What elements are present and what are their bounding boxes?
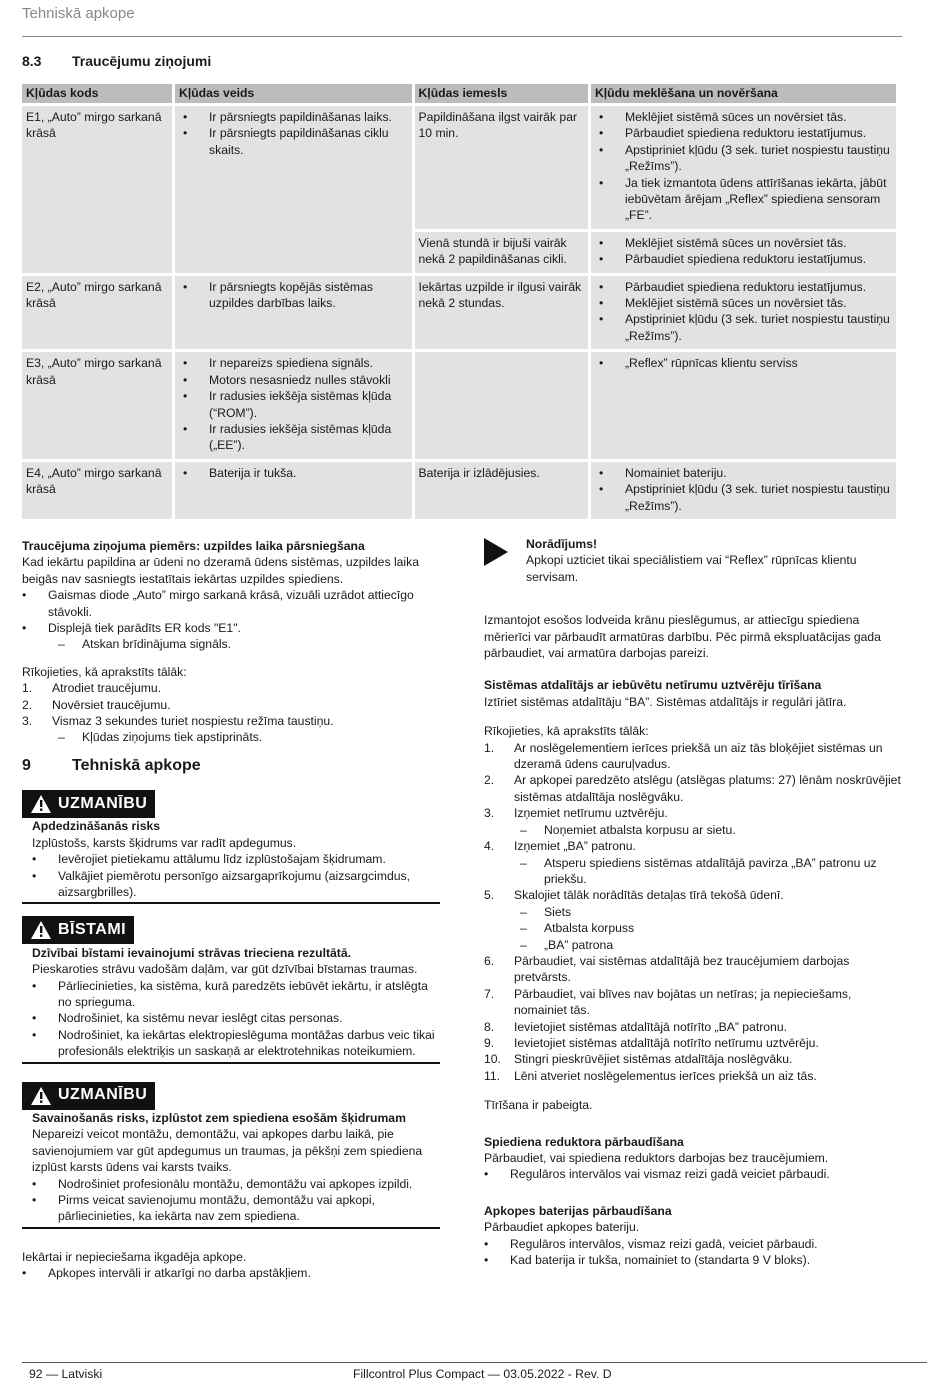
warning-label: [22, 790, 155, 818]
list-item: • Pirms veicat savienojumu montāžu, demontāžu vai apkopi, pārliecinieties, ka iekārta nav zem spiediena.: [28, 1192, 440, 1225]
warning-text: Nepareizi veicot montāžu, demontāžu, vai apkopes darbu laikā, pie savienojumiem var gūt apdegumus un traumas, ja pēkšņi zem spiediena izplūst karsts ūdens vai karsts tvaiks.: [32, 1127, 423, 1175]
dash-item: – Siets: [484, 904, 902, 920]
dash-item: – Noņemiet atbalsta korpusu ar sietu.: [484, 822, 902, 838]
list-item: • Pārliecinieties, ka sistēma, kurā paredzēts iebūvēt iekārtu, ir atslēgta no sprieguma.: [28, 978, 440, 1011]
list-item: • Apstipriniet kļūdu (3 sek. turiet nospiestu taustiņu „Režīms”).: [595, 311, 892, 344]
error-fix: [591, 462, 896, 519]
error-cause: [415, 352, 588, 458]
list-item: 7. Pārbaudiet, vai blīves nav bojātas un netīras; ja nepieciešams, nomainiet tās.: [484, 986, 852, 1018]
warning-block: [22, 1082, 440, 1229]
table-header: Kļūdas kods: [22, 84, 172, 103]
error-code: E2, „Auto” mirgo sarkanā krāsā: [22, 276, 172, 350]
warning-label-text: UZMANĪBU: [58, 1086, 148, 1104]
table-row: [22, 352, 896, 458]
list-item: • Pārbaudiet spiediena reduktoru iestatījumus.: [595, 279, 892, 295]
step-text: Ievietojiet sistēmas atdalītājā notīrīto „BA” patronu.: [514, 1019, 787, 1034]
warning-block: [22, 790, 440, 904]
error-type: [175, 462, 411, 519]
warning-label: [22, 1082, 155, 1110]
step-text: Vismaz 3 sekundes turiet nospiestu režīma taustiņu.: [52, 714, 334, 729]
section-title: Tehniskā apkope: [72, 756, 201, 774]
list-item: 5. Skalojiet tālāk norādītās detaļas tīrā tekošā ūdenī.: [484, 888, 784, 903]
step-text: Lēni atveriet noslēgelementus ierīces priekšā un aiz tās.: [514, 1068, 817, 1083]
step-text: Novērsiet traucējumu.: [52, 697, 171, 712]
list-item: • Ir radusies iekšēja sistēmas kļūda („EE”).: [179, 421, 407, 454]
section-title: Traucējumu ziņojumi: [72, 53, 212, 69]
clean-title: Sistēmas atdalītājs ar iebūvētu netīrumu uztvērēju tīrīšana: [484, 678, 822, 693]
proceed-text: Rīkojieties, kā aprakstīts tālāk:: [22, 664, 187, 679]
list-item: 4. Izņemiet „BA” patronu.: [484, 839, 636, 854]
list-item: • Nodrošiniet, ka iekārtas elektropieslēguma montāžas darbus veic tikai profesionāls elektriķis un saskaņā ar elektrotehnikas noteikumiem.: [28, 1027, 440, 1060]
table-row: [22, 462, 896, 519]
list-item: 2. Ar apkopei paredzēto atslēgu (atslēgas platums: 27) lēnām noskrūvējiet sistēmas atdalītāja noslēgvāku.: [484, 773, 901, 804]
header-divider: [22, 36, 902, 37]
warning-title: Apdedzināšanās risks: [32, 819, 161, 834]
dash-item: – Atsperu spiediens sistēmas atdalītājā pavirza „BA” patronu uz priekšu.: [484, 855, 902, 888]
dash-item: – „BA” patrona: [484, 937, 902, 953]
dash-item: – Atbalsta korpuss: [484, 920, 902, 936]
example-title: Traucējuma ziņojuma piemērs: uzpildes laika pārsniegšana: [22, 539, 365, 553]
section-heading-8-3: [22, 53, 212, 69]
list-item: [22, 713, 440, 729]
note-block: [484, 536, 902, 585]
list-item: 11. Lēni atveriet noslēgelementus ierīces priekšā un aiz tās.: [484, 1068, 817, 1083]
list-item: • Motors nesasniedz nulles stāvokli: [179, 372, 407, 388]
list-item: • Ir pārsniegts papildināšanas ciklu skaits.: [179, 125, 407, 158]
table-row: [22, 276, 896, 350]
list-item: 6. Pārbaudiet, vai sistēmas atdalītājā bez traucējumiem darbojas pretvārsts.: [484, 953, 850, 985]
list-item: • Regulāros intervālos vai vismaz reizi gadā veiciet pārbaudi.: [480, 1166, 902, 1182]
table-header: Kļūdas iemesls: [415, 84, 588, 103]
clean-text: Iztīriet sistēmas atdalītāju “BA”. Sistēmas atdalītājs ir regulāri jātīra.: [484, 694, 847, 709]
valves-text: Izmantojot esošos lodveida krānu pieslēgumus, ar attiecīgu spiediena mērierīci var pārbaudīt armatūras darbību. Pēc pirmā ekspluatācijas gada pārbaudiet, vai armatūra darbojas pareizi.: [484, 613, 881, 661]
warning-icon: [30, 1086, 52, 1106]
table-header-row: [22, 84, 896, 103]
step-text: Skalojiet tālāk norādītās detaļas tīrā tekošā ūdenī.: [514, 888, 784, 903]
step-text: Pārbaudiet, vai sistēmas atdalītājā bez traucējumiem darbojas pretvārsts.: [514, 953, 850, 985]
warning-text: Izplūstošs, karsts šķidrums var radīt apdegumus.: [32, 835, 297, 850]
list-item: • Apkopes intervāli ir atkarīgi no darba apstākļiem.: [18, 1265, 440, 1281]
page-header: Tehniskā apkope: [22, 5, 135, 22]
danger-block: [22, 916, 440, 1063]
step-text: Izņemiet „BA” patronu.: [514, 839, 636, 854]
section-number: 9: [22, 756, 31, 774]
list-item: • „Reflex” rūpnīcas klientu serviss: [595, 355, 892, 371]
list-item: • Ievērojiet pietiekamu attālumu līdz izplūstošajam šķidrumam.: [28, 851, 440, 867]
step-number: 3.: [22, 714, 33, 729]
list-item: • Valkājiet piemērotu personīgo aizsargaprīkojumu (aizsargcimdus, aizsargbrilles).: [28, 868, 440, 901]
step-text: Ar apkopei paredzēto atslēgu (atslēgas platums: 27) lēnām noskrūvējiet sistēmas atdalītāja noslēgvāku.: [514, 773, 901, 804]
step-text: Stingri pieskrūvējiet sistēmas atdalītāja noslēgvāku.: [514, 1052, 793, 1067]
section-heading-9: [22, 758, 440, 778]
error-fix: [591, 276, 896, 350]
error-fix: [591, 352, 896, 458]
warning-title: Savainošanās risks, izplūstot zem spiediena esošām šķidrumam: [32, 1110, 406, 1125]
error-cause: Iekārtas uzpilde ir ilgusi vairāk nekā 2 stundas.: [415, 276, 588, 350]
error-cause: Baterija ir izlādējusies.: [415, 462, 588, 519]
warning-text: Pieskaroties strāvu vadošām daļām, var gūt dzīvībai bīstamas traumas.: [32, 962, 418, 977]
list-item: • Ja tiek izmantota ūdens attīrīšanas iekārta, jābūt iebūvētam ārējam „Reflex” spiediena sensoram „FE”.: [595, 175, 892, 224]
left-column: [22, 538, 440, 1282]
list-item: • Nomainiet bateriju.: [595, 465, 892, 481]
reducer-title: Spiediena reduktora pārbaudīšana: [484, 1134, 684, 1149]
danger-label: [22, 916, 134, 944]
error-cause: Vienā stundā ir bijuši vairāk nekā 2 papildināšanas cikli.: [415, 232, 588, 273]
list-item: • Meklējiet sistēmā sūces un novērsiet tās.: [595, 295, 892, 311]
error-type: [175, 106, 411, 273]
dash-item: – Kļūdas ziņojums tiek apstiprināts.: [22, 729, 440, 745]
error-code: E1, „Auto” mirgo sarkanā krāsā: [22, 106, 172, 273]
list-item: • Nodrošiniet, ka sistēmu nevar ieslēgt citas personas.: [28, 1010, 440, 1026]
footer-doc: Fillcontrol Plus Compact — 03.05.2022 - Rev. D: [353, 1367, 612, 1381]
list-item: • Nodrošiniet profesionālu montāžu, demontāžu vai apkopes izpildi.: [28, 1176, 440, 1192]
list-item: • Pārbaudiet spiediena reduktoru iestatījumus.: [595, 251, 892, 267]
step-text: Ar noslēgelementiem ierīces priekšā un aiz tās bloķējiet sistēmas un dzeramā ūdens cauruļvadus.: [514, 740, 883, 772]
footer-page: 92 — Latviski: [29, 1367, 103, 1381]
list-item: 8. Ievietojiet sistēmas atdalītājā notīrīto „BA” patronu.: [484, 1019, 787, 1034]
done-text: Tīrīšana ir pabeigta.: [484, 1098, 593, 1113]
list-item: • Apstipriniet kļūdu (3 sek. turiet nospiestu taustiņu „Režīms”).: [595, 142, 892, 175]
warning-title: Dzīvībai bīstami ievainojumi strāvas trieciena rezultātā.: [32, 945, 352, 960]
list-item: • Gaismas diode „Auto” mirgo sarkanā krāsā, vizuāli uzrādot attiecīgo stāvokli.: [18, 587, 440, 620]
section-number: 8.3: [22, 53, 42, 69]
proceed-text: Rīkojieties, kā aprakstīts tālāk:: [484, 724, 649, 739]
error-fix: [591, 232, 896, 273]
warning-icon: [30, 794, 52, 814]
note-title: Norādījums!: [526, 537, 598, 551]
list-item: 3. Izņemiet netīrumu uztvērēju.: [484, 806, 668, 821]
list-item: • Ir pārsniegts kopējās sistēmas uzpildes darbības laiks.: [179, 279, 407, 312]
list-item: • Kad baterija ir tukša, nomainiet to (standarta 9 V bloks).: [480, 1252, 902, 1268]
reducer-text: Pārbaudiet, vai spiediena reduktors darbojas bez traucējumiem.: [484, 1151, 829, 1165]
list-item: • Apstipriniet kļūdu (3 sek. turiet nospiestu taustiņu „Režīms”).: [595, 481, 892, 514]
battery-title: Apkopes baterijas pārbaudīšana: [484, 1203, 672, 1218]
list-item: 10. Stingri pieskrūvējiet sistēmas atdalītāja noslēgvāku.: [484, 1052, 793, 1067]
table-row: [22, 106, 896, 229]
list-item: • Ir radusies iekšēja sistēmas kļūda (“ROM”).: [179, 388, 407, 421]
list-item: • Baterija ir tukša.: [179, 465, 407, 481]
footer-divider: [22, 1362, 927, 1363]
step-text: Izņemiet netīrumu uztvērēju.: [514, 806, 668, 821]
warning-icon: [30, 920, 52, 940]
note-text: Apkopi uzticiet tikai speciālistiem vai “Reflex” rūpnīcas klientu servisam.: [526, 553, 857, 584]
warning-label-text: UZMANĪBU: [58, 794, 148, 812]
list-item: • Meklējiet sistēmā sūces un novērsiet tās.: [595, 235, 892, 251]
step-text: Ievietojiet sistēmas atdalītājā notīrīto netīrumu uztvērēju.: [514, 1035, 819, 1050]
step-text: Pārbaudiet, vai blīves nav bojātas un netīras; ja nepieciešams, nomainiet tās.: [514, 986, 852, 1018]
table-header: Kļūdas veids: [175, 84, 411, 103]
error-table: [19, 81, 899, 522]
error-type: [175, 276, 411, 350]
error-type: [175, 352, 411, 458]
right-column: [484, 536, 902, 1268]
table-header: Kļūdu meklēšana un novēršana: [591, 84, 896, 103]
error-code: E4, „Auto” mirgo sarkanā krāsā: [22, 462, 172, 519]
step-text: Atrodiet traucējumu.: [52, 681, 162, 696]
error-fix: [591, 106, 896, 229]
list-item: • Regulāros intervālos, vismaz reizi gadā, veiciet pārbaudi.: [480, 1236, 902, 1252]
error-code: E3, „Auto” mirgo sarkanā krāsā: [22, 352, 172, 458]
list-item: 9. Ievietojiet sistēmas atdalītājā notīrīto netīrumu uztvērēju.: [484, 1035, 819, 1050]
dash-item: – Atskan brīdinājuma signāls.: [22, 636, 440, 652]
list-item: 1. Ar noslēgelementiem ierīces priekšā un aiz tās bloķējiet sistēmas un dzeramā ūdens cauruļvadus.: [484, 740, 883, 772]
list-item: • Displejā tiek parādīts ER kods "E1".: [18, 620, 440, 636]
arrow-icon: [484, 538, 508, 566]
list-item: [22, 697, 440, 713]
step-number: 2.: [22, 697, 33, 712]
step-number: 1.: [22, 681, 33, 696]
error-cause: Papildināšana ilgst vairāk par 10 min.: [415, 106, 588, 229]
list-item: • Ir pārsniegts papildināšanas laiks.: [179, 109, 407, 125]
danger-label-text: BĪSTAMI: [58, 921, 127, 939]
annual-text: Iekārtai ir nepieciešama ikgadēja apkope.: [22, 1249, 247, 1264]
list-item: • Ir nepareizs spiediena signāls.: [179, 355, 407, 371]
example-text: Kad iekārtu papildina ar ūdeni no dzeramā ūdens sistēmas, uzpildes laika beigās nav sasniegts iestatītais iekārtas uzpildes spiediens.: [22, 555, 420, 586]
list-item: • Meklējiet sistēmā sūces un novērsiet tās.: [595, 109, 892, 125]
battery-text: Pārbaudiet apkopes bateriju.: [484, 1220, 640, 1235]
list-item: • Pārbaudiet spiediena reduktoru iestatījumus.: [595, 125, 892, 141]
list-item: [22, 680, 440, 696]
